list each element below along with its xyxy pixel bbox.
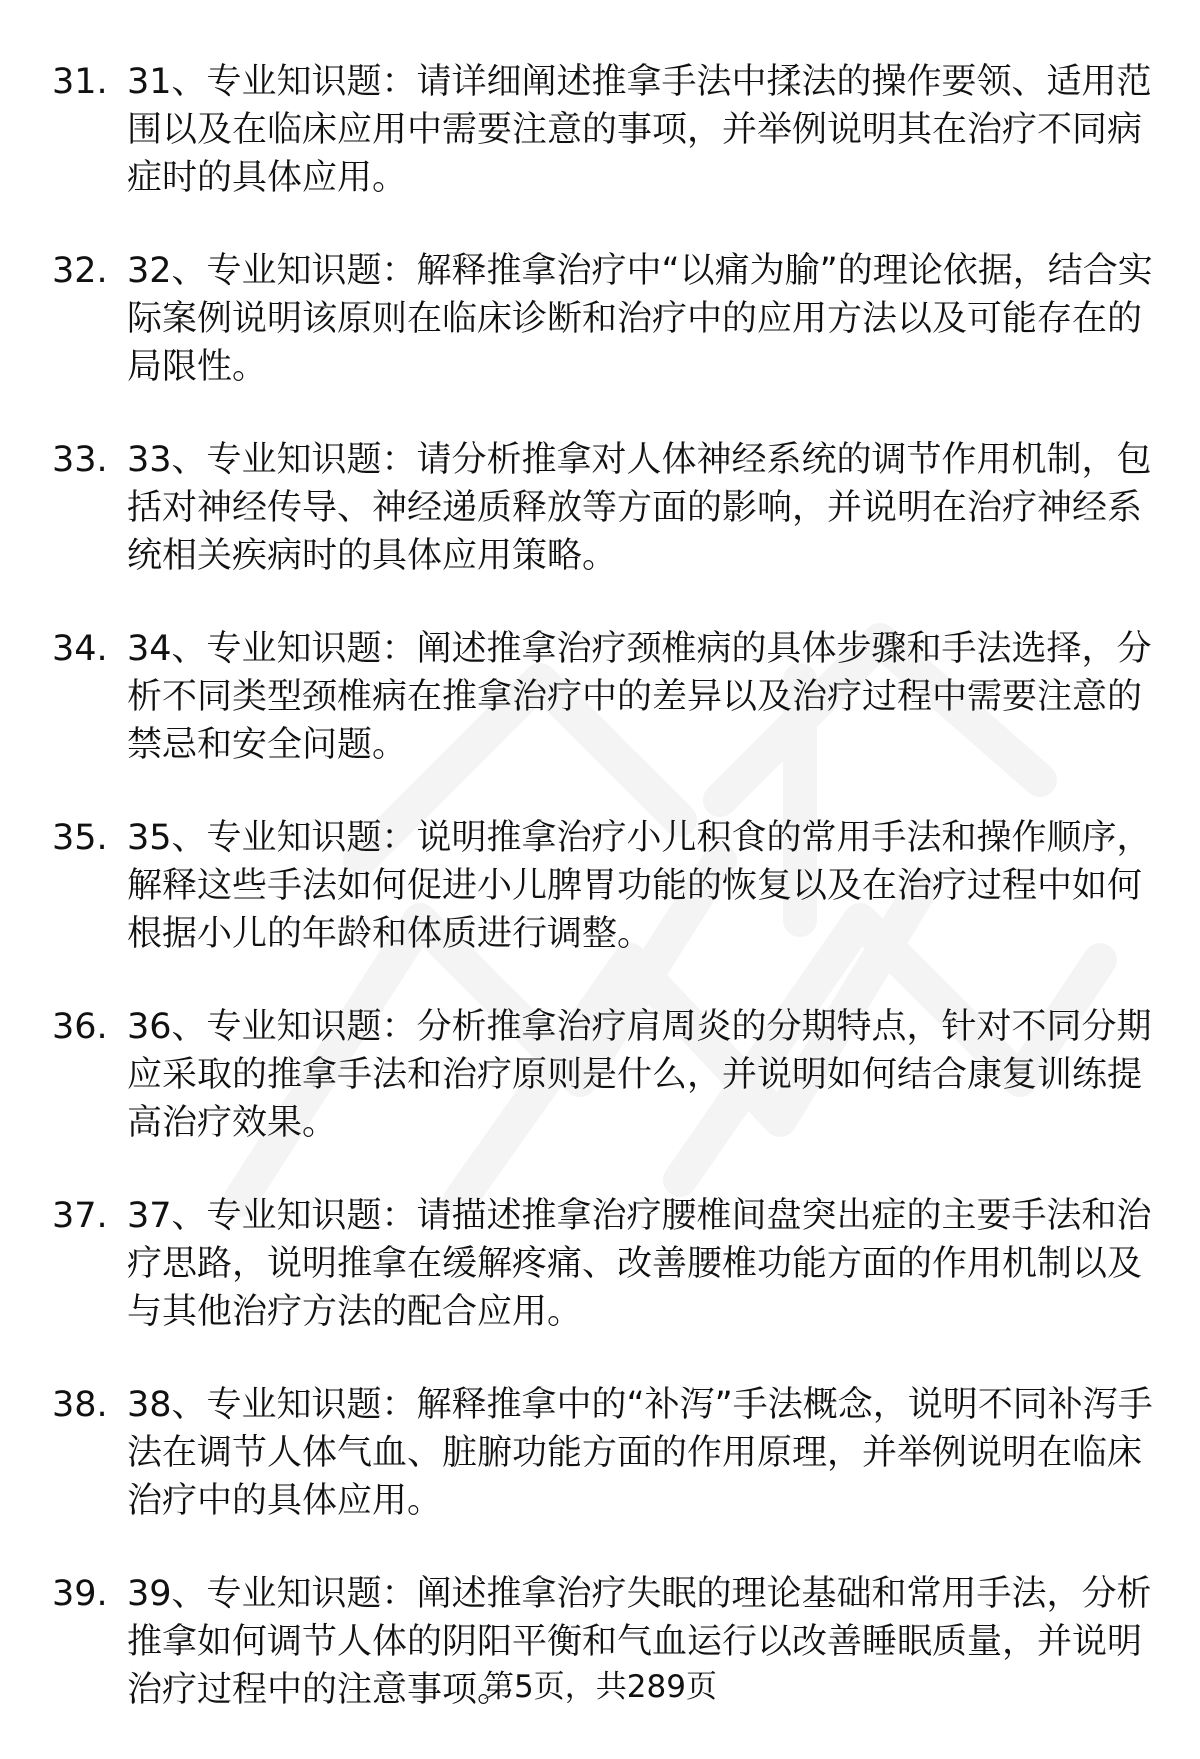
question-number: 33. — [52, 440, 108, 480]
question-text: 35、专业知识题：说明推拿治疗小儿积食的常用手法和操作顺序，解释这些手法如何促进小儿脾胃功能的恢复以及在治疗过程中如何根据小儿的年龄和体质进行调整。 — [127, 818, 1152, 954]
list-item — [52, 58, 1162, 202]
list-item — [52, 1003, 1162, 1147]
list-item — [52, 247, 1162, 391]
list-item — [52, 814, 1162, 958]
question-text: 34、专业知识题：阐述推拿治疗颈椎病的具体步骤和手法选择，分析不同类型颈椎病在推拿治疗中的差异以及治疗过程中需要注意的禁忌和安全问题。 — [127, 629, 1152, 765]
question-text: 32、专业知识题：解释推拿治疗中“以痛为腧”的理论依据，结合实际案例说明该原则在临床诊断和治疗中的应用方法以及可能存在的局限性。 — [127, 251, 1153, 387]
question-number: 39. — [52, 1574, 108, 1614]
list-item — [52, 1192, 1162, 1336]
question-number: 31. — [52, 62, 108, 102]
list-item — [52, 1381, 1162, 1525]
question-text: 33、专业知识题：请分析推拿对人体神经系统的调节作用机制，包括对神经传导、神经递质释放等方面的影响，并说明在治疗神经系统相关疾病时的具体应用策略。 — [127, 440, 1152, 576]
question-number: 36. — [52, 1007, 108, 1047]
question-list — [52, 58, 1162, 1759]
question-text: 31、专业知识题：请详细阐述推拿手法中揉法的操作要领、适用范围以及在临床应用中需要注意的事项，并举例说明其在治疗不同病症时的具体应用。 — [127, 62, 1152, 198]
list-item — [52, 625, 1162, 769]
question-number: 34. — [52, 629, 108, 669]
question-text: 38、专业知识题：解释推拿中的“补泻”手法概念，说明不同补泻手法在调节人体气血、脏腑功能方面的作用原理，并举例说明在临床治疗中的具体应用。 — [127, 1385, 1153, 1521]
page-footer: 第5页，共289页 — [483, 1669, 717, 1705]
question-number: 37. — [52, 1196, 108, 1236]
question-number: 32. — [52, 251, 108, 291]
list-item — [52, 436, 1162, 580]
question-text: 37、专业知识题：请描述推拿治疗腰椎间盘突出症的主要手法和治疗思路，说明推拿在缓解疼痛、改善腰椎功能方面的作用机制以及与其他治疗方法的配合应用。 — [127, 1196, 1152, 1332]
question-number: 35. — [52, 818, 108, 858]
question-number: 38. — [52, 1385, 108, 1425]
question-text: 39、专业知识题：阐述推拿治疗失眠的理论基础和常用手法，分析推拿如何调节人体的阴阳平衡和气血运行以改善睡眠质量，并说明治疗过程中的注意事项。 — [127, 1574, 1152, 1710]
question-text: 36、专业知识题：分析推拿治疗肩周炎的分期特点，针对不同分期应采取的推拿手法和治疗原则是什么，并说明如何结合康复训练提高治疗效果。 — [127, 1007, 1152, 1143]
